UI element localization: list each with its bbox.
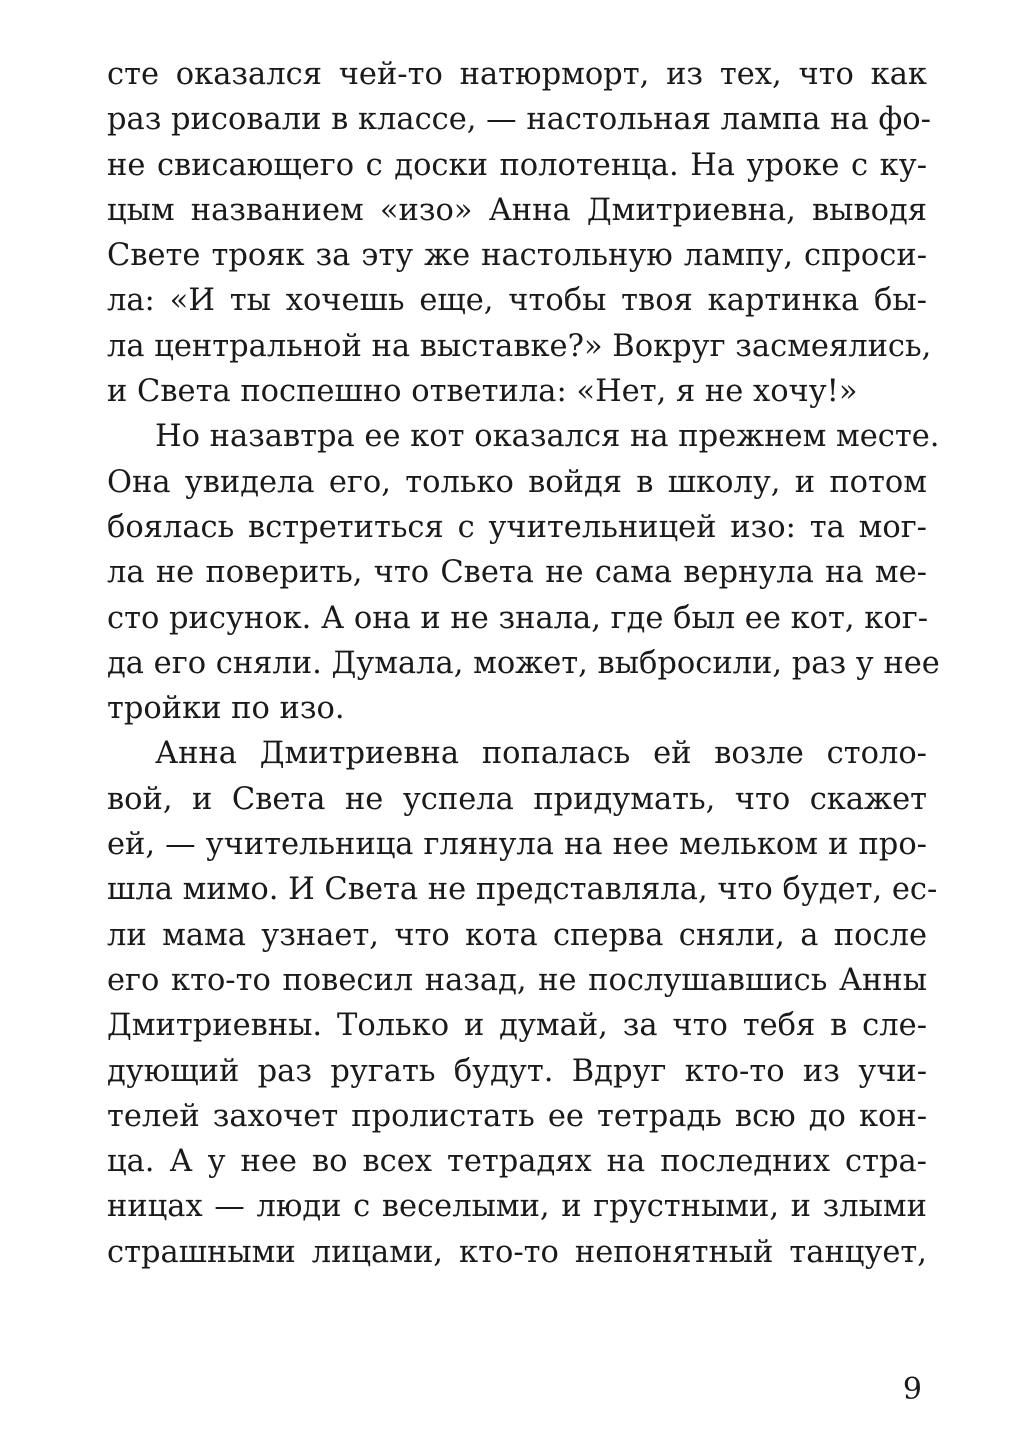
text-line: ла: «И ты хочешь еще, чтобы твоя картинка бы- xyxy=(107,283,927,319)
text-line: сто рисунок. А она и не знала, где был ее кот, ког- xyxy=(107,600,928,636)
text-line: ла не поверить, что Света не сама вернула на ме- xyxy=(107,555,927,591)
text-line: Анна Дмитриевна попалась ей возле столо- xyxy=(155,736,927,772)
body-text xyxy=(107,52,940,1275)
text-line: боялась встретиться с учительницей изо: та мог- xyxy=(107,509,927,545)
text-line: Свете трояк за эту же настольную лампу, спроси- xyxy=(107,238,927,274)
text-line: тройки по изо. xyxy=(107,691,345,727)
text-line: вой, и Света не успела придумать, что скажет xyxy=(107,781,927,817)
text-line: ца. А у нее во всех тетрадях на последних стра- xyxy=(107,1144,927,1180)
text-line: шла мимо. И Света не представляла, что будет, ес- xyxy=(107,872,938,908)
text-line: сте оказался чей-то натюрморт, из тех, что как xyxy=(107,57,927,92)
text-line: страшными лицами, кто-то непонятный танцует, xyxy=(107,1234,927,1270)
paragraph-2 xyxy=(107,414,940,731)
text-line: раз рисовали в классе, — настольная лампа на фо- xyxy=(107,102,931,138)
text-line: и Света поспешно ответила: «Нет, я не хочу!» xyxy=(107,374,858,410)
text-line: Она увидела его, только войдя в школу, и потом xyxy=(107,464,927,500)
text-line: дующий раз ругать будут. Вдруг кто-то из учи- xyxy=(107,1053,927,1089)
text-line: его кто-то повесил назад, не послушавшись Анны xyxy=(107,962,927,998)
text-line: цым названием «изо» Анна Дмитриевна, выводя xyxy=(107,192,927,228)
text-line: Но назавтра ее кот оказался на прежнем месте. xyxy=(155,419,940,455)
text-line: телей захочет пролистать ее тетрадь всю до кон- xyxy=(107,1098,927,1134)
text-line: не свисающего с доски полотенца. На уроке с ку- xyxy=(107,147,927,183)
paragraph-3 xyxy=(107,731,938,1275)
paragraph-1 xyxy=(107,52,932,414)
text-line: ей, — учительница глянула на нее мельком и про- xyxy=(107,827,927,863)
page-number: 9 xyxy=(902,1372,922,1407)
text-line: ницах — люди с веселыми, и грустными, и злыми xyxy=(107,1189,927,1225)
text-line: ла центральной на выставке?» Вокруг засмеялись, xyxy=(107,328,932,364)
text-line: да его сняли. Думала, может, выбросили, раз у нее xyxy=(107,645,940,681)
text-line: ли мама узнает, что кота сперва сняли, а после xyxy=(107,917,927,953)
text-line: Дмитриевны. Только и думай, за что тебя в сле- xyxy=(107,1008,927,1044)
